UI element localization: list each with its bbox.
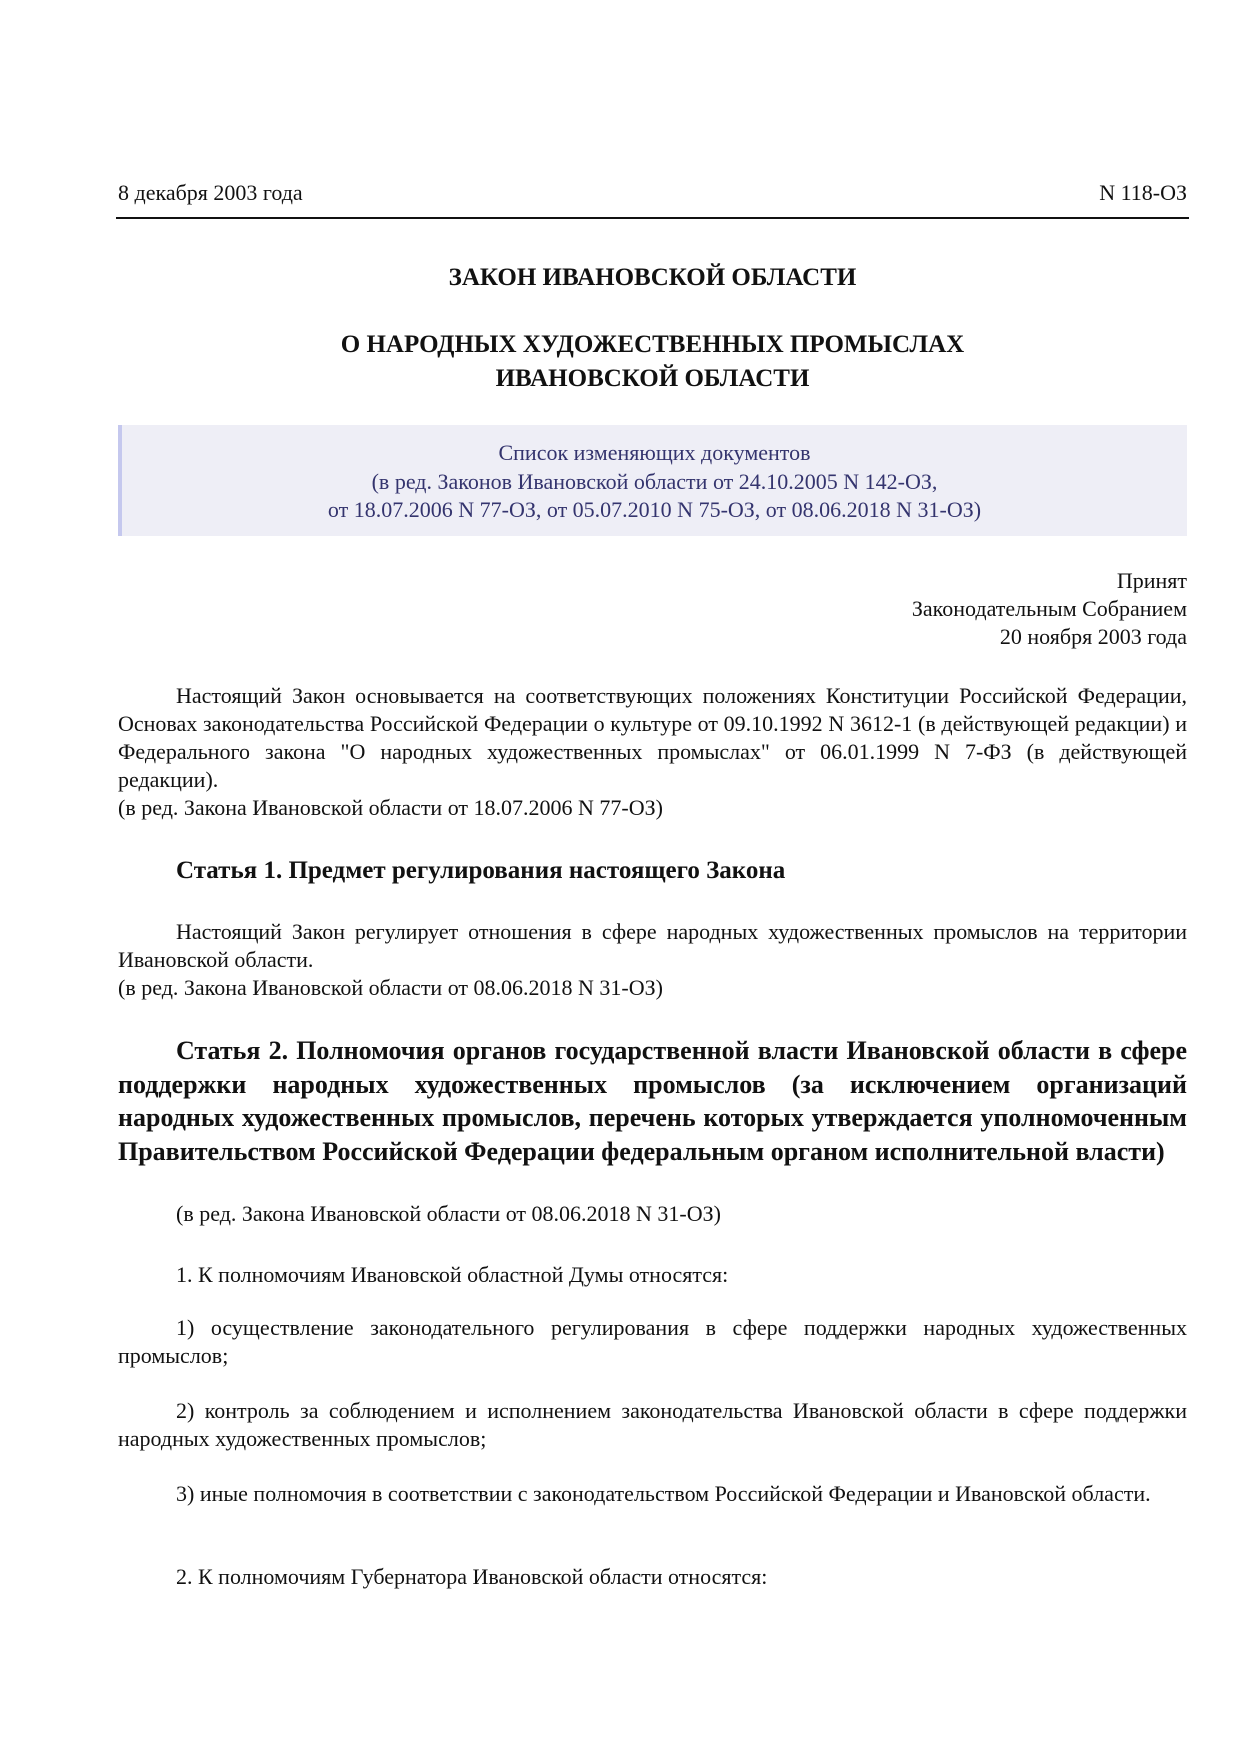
article2-note-wrap [118, 1200, 1187, 1228]
amendments-line: (в ред. Законов Ивановской области от 24.10.2005 N 142-ОЗ, [371, 468, 938, 494]
article2-part2: 2. К полномочиям Губернатора Ивановской области относятся: [176, 1564, 768, 1589]
article2-item: 1) осуществление законодательного регулирования в сфере поддержки народных художественных промыслов; [118, 1315, 1187, 1368]
header-divider [116, 217, 1189, 219]
document-number: N 118-ОЗ [1099, 180, 1187, 205]
article1-heading: Статья 1. Предмет регулирования настоящего Закона [176, 857, 786, 884]
article2-item3-wrap [118, 1480, 1187, 1508]
preamble-note: (в ред. Закона Ивановской области от 18.07.2006 N 77-ОЗ) [118, 795, 663, 820]
adopted-date: 20 ноября 2003 года [999, 624, 1187, 649]
article1-body [118, 918, 1187, 1002]
law-subject-line1: О НАРОДНЫХ ХУДОЖЕСТВЕННЫХ ПРОМЫСЛАХ [340, 331, 965, 358]
article2-part2-wrap [118, 1563, 1187, 1591]
article2-item: 2) контроль за соблюдением и исполнением законодательства Ивановской области в сфере поддержки народных художественных промыслов; [118, 1398, 1187, 1451]
article2-item1-wrap [118, 1314, 1187, 1370]
article1-text: Настоящий Закон регулирует отношения в сфере народных художественных промыслов на территории Ивановской области. [118, 919, 1187, 972]
law-subject-line2: ИВАНОВСКОЙ ОБЛАСТИ [495, 365, 810, 392]
law-title: ЗАКОН ИВАНОВСКОЙ ОБЛАСТИ [448, 264, 857, 291]
article2-item: 3) иные полномочия в соответствии с законодательством Российской Федерации и Ивановской области. [176, 1481, 1151, 1506]
adopted-by: Законодательным Собранием [911, 596, 1187, 621]
article2-item2-wrap [118, 1397, 1187, 1453]
document-header [118, 179, 1187, 207]
adopted-label: Принят [1116, 568, 1187, 593]
amendments-line: от 18.07.2006 N 77-ОЗ, от 05.07.2010 N 75-ОЗ, от 08.06.2018 N 31-ОЗ) [327, 497, 982, 522]
article2-note: (в ред. Закона Ивановской области от 08.06.2018 N 31-ОЗ) [176, 1201, 721, 1226]
amendments-box [118, 425, 1187, 536]
adoption-info [118, 567, 1187, 651]
preamble-text: Настоящий Закон основывается на соответствующих положениях Конституции Российской Федерации, Основах законодательства Российской Федерации о культуре от 09.10.1992 N 3612-1 (в действующей редакции) и Федерального закона "О народных художественных промыслах" от 06.01.1999 N 7-ФЗ (в действующей редакции). [118, 683, 1187, 792]
article2-part1: 1. К полномочиям Ивановской областной Думы относятся: [176, 1262, 729, 1287]
article1-note: (в ред. Закона Ивановской области от 08.06.2018 N 31-ОЗ) [118, 975, 663, 1000]
preamble [118, 682, 1187, 822]
article2-part1-wrap [118, 1261, 1187, 1289]
article2-heading: Статья 2. Полномочия органов государственной власти Ивановской области в сфере поддержки народных художественных промыслов (за исключением организаций народных художественных промыслов, перечень которых утверждается уполномоченным Правительством Российской Федерации федеральным органом исполнительной власти) [118, 1036, 1187, 1166]
amendments-heading: Список изменяющих документов [498, 440, 811, 465]
document-date: 8 декабря 2003 года [118, 180, 303, 205]
